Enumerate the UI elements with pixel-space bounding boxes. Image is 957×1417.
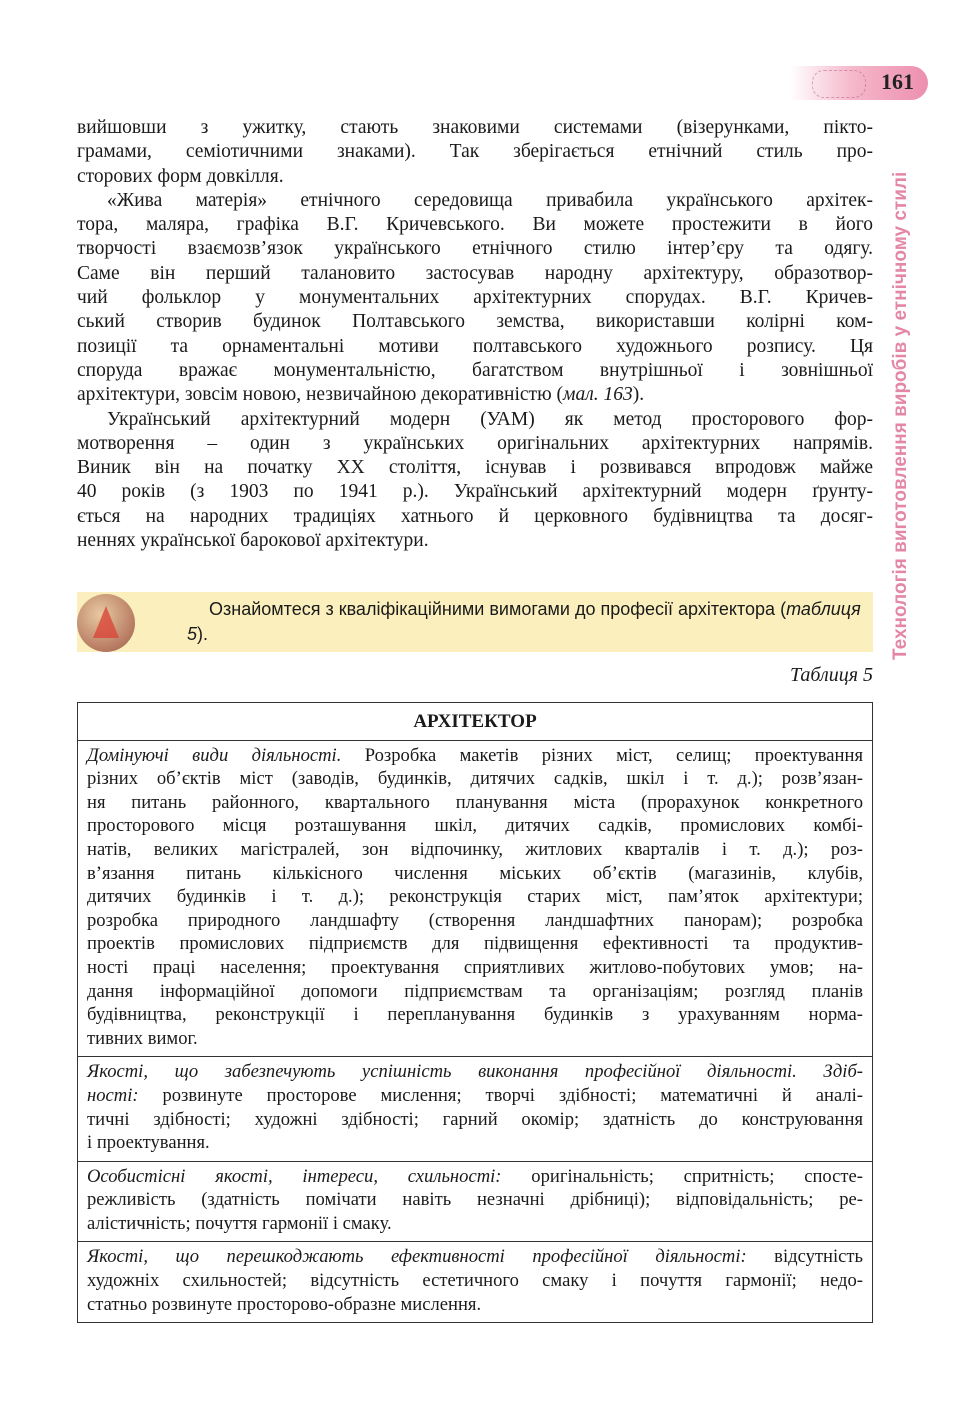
text-line: [77, 165, 873, 189]
text-line: [87, 1084, 863, 1108]
text-segment: ).: [632, 384, 645, 406]
text-segment: ності праці населення; проектування сприятливих житлово-побутових умов; на-: [87, 956, 863, 978]
text-line: [87, 980, 863, 1004]
page-number: 161: [881, 69, 914, 94]
text-segment: будівництва, реконструкції і перепланування будинків з урахуванням норма-: [87, 1004, 863, 1026]
note-text: Ознайомтеся з кваліфікаційними вимогами до професії архітектора (таблиця 5).: [187, 599, 861, 644]
text-line: [87, 885, 863, 909]
profession-table: [77, 702, 873, 1323]
text-line: [87, 791, 863, 815]
text-line: [87, 1269, 863, 1293]
italic-term: Домінуючі види діяльності.: [87, 744, 342, 766]
text-segment: сторових форм довкілля.: [77, 165, 284, 187]
note-box: [77, 592, 873, 652]
architect-tools-icon: [77, 594, 135, 652]
text-segment: розвинуте просторове мислення; творчі здібності; математичні й аналі-: [138, 1084, 863, 1106]
text-segment: неннях української барокової архітектури.: [77, 530, 429, 552]
text-line: [77, 408, 873, 432]
text-segment: вийшовши з ужитку, стають знаковими системами (візерунками, пікто-: [77, 117, 873, 138]
body-text: [77, 116, 873, 553]
text-line: [87, 1060, 863, 1084]
italic-term: Особистісні якості, інтереси, схильності:: [87, 1165, 502, 1187]
text-segment: дання інформаційної допомоги підприємствам та організаціям; розгляд планів: [87, 980, 863, 1002]
text-segment: різних об’єктів міст (заводів, будинків, дитячих садків, шкіл і т. д.); розв’язан-: [87, 768, 863, 790]
text-segment: ється на народних традиціях хатнього й церковного будівництва та досяг-: [77, 505, 873, 527]
text-line: [77, 286, 873, 310]
text-segment: статньо розвинуте просторово-образне мислення.: [87, 1293, 482, 1315]
table-caption: Таблиця 5: [790, 664, 873, 686]
table-row: [78, 740, 872, 1057]
italic-term: ності:: [87, 1084, 139, 1106]
text-line: [87, 1293, 863, 1317]
text-line: [77, 189, 873, 213]
text-line: [87, 767, 863, 791]
text-segment: проектів промислових підприємств для підвищення ефективності та продуктив-: [87, 933, 863, 955]
text-segment: чий фольклор у монументальних архітектурних спорудах. В.Г. Кричев-: [77, 287, 873, 309]
text-segment: тивних вимог.: [87, 1027, 198, 1049]
text-segment: архітектури, зовсім новою, незвичайною декоративністю (: [77, 384, 564, 406]
text-segment: ський створив будинок Полтавського земства, використавши колірні ком-: [77, 311, 873, 333]
table-row: [78, 1056, 872, 1160]
text-segment: дитячих будинків і т. д.); реконструкція старих міст, пам’яток архітектури;: [87, 886, 863, 908]
text-line: [77, 529, 873, 553]
text-line: [77, 310, 873, 334]
table-row: [78, 1241, 872, 1322]
text-line: [77, 116, 873, 140]
text-segment: в’язання питань кількісного числення міських об’єктів (магазинів, клубів,: [87, 862, 863, 884]
text-line: [77, 359, 873, 383]
text-line: [87, 932, 863, 956]
text-segment: «Жива матерія» етнічного середовища привабила українського архітек-: [107, 189, 873, 211]
paragraph: [77, 116, 873, 189]
text-segment: творчості взаємозв’язок українського етнічного стилю інтер’єру та одягу.: [77, 238, 873, 260]
text-line: [77, 383, 873, 407]
text-segment: режливість (здатність помічати навіть незначні дрібниці); відповідальність; ре-: [87, 1189, 863, 1211]
text-line: [77, 335, 873, 359]
text-segment: 40 років (з 1903 по 1941 р.). Український архітектурний модерн ґрунту-: [77, 481, 873, 503]
italic-term: Якості, що забезпечують успішність виконання професійної діяльності. Здіб-: [87, 1061, 863, 1083]
text-segment: оригінальність; спритність; спосте-: [501, 1165, 863, 1187]
text-segment: грамами, семіотичними знаками). Так зберігається етнічний стиль про-: [77, 141, 873, 163]
page-number-tab: [790, 66, 928, 100]
text-line: [87, 1165, 863, 1189]
text-line: [77, 213, 873, 237]
text-segment: тора, маляра, графіка В.Г. Кричевського. Ви можете простежити в його: [77, 214, 873, 236]
text-line: [77, 237, 873, 261]
text-segment: Розробка макетів різних міст, селищ; проектування: [341, 744, 863, 766]
text-segment: мотворення – один з українських оригінальних архітектурних напрямів.: [77, 432, 873, 454]
text-line: [87, 909, 863, 933]
text-line: [77, 480, 873, 504]
table-header: АРХІТЕКТОР: [413, 711, 537, 732]
table-row: [78, 1161, 872, 1242]
text-line: [87, 814, 863, 838]
text-segment: тичні здібності; художні здібності; гарний окомір; здатність до конструювання: [87, 1108, 863, 1130]
text-line: [77, 456, 873, 480]
text-segment: і проектування.: [87, 1132, 210, 1154]
side-chapter-title: Технологія виготовлення виробів у етнічному стилі: [890, 171, 911, 660]
text-line: [87, 1027, 863, 1051]
text-segment: натів, великих магістралей, зон відпочинку, житлових кварталів і т. д.); роз-: [87, 838, 863, 860]
text-line: [87, 1245, 863, 1269]
text-line: [87, 1108, 863, 1132]
text-segment: споруда вражає монументальністю, багатством внутрішньої і зовнішньої: [77, 359, 873, 381]
text-segment: просторового місця розташування шкіл, дитячих садків, промислових комбі-: [87, 815, 863, 837]
paragraph: [77, 408, 873, 554]
text-line: [87, 1188, 863, 1212]
text-line: [77, 505, 873, 529]
text-line: [87, 956, 863, 980]
text-segment: алістичність; почуття гармонії і смаку.: [87, 1212, 392, 1234]
text-segment: Український архітектурний модерн (УАМ) як метод просторового фор-: [107, 408, 873, 430]
text-line: [87, 1131, 863, 1155]
italic-term: Якості, що перешкоджають ефективності професійної діяльності:: [87, 1246, 747, 1268]
text-line: [87, 744, 863, 768]
text-segment: розробка природного ландшафту (створення ландшафтних панорам); розробка: [87, 909, 863, 931]
text-line: [87, 862, 863, 886]
italic-term: мал. 163: [563, 384, 633, 406]
text-line: [87, 1212, 863, 1236]
text-line: [77, 262, 873, 286]
text-line: [77, 140, 873, 164]
text-segment: художніх схильностей; відсутність естетичного смаку і почуття гармонії; недо-: [87, 1270, 863, 1292]
text-segment: ня питань районного, квартального планування міста (прорахунок конкретного: [87, 791, 863, 813]
text-segment: Виник він на початку XX століття, існував і розвивався впродовж майже: [77, 457, 873, 479]
text-line: [87, 838, 863, 862]
table-reference: таблиця 5: [187, 599, 861, 644]
ornament-icon: [812, 70, 866, 98]
text-segment: відсутність: [746, 1246, 863, 1268]
text-segment: позиції та орнаментальні мотиви полтавського художнього розпису. Ця: [77, 335, 873, 357]
text-segment: Саме він перший талановито застосував народну архітектуру, образотвор-: [77, 262, 873, 284]
text-line: [87, 1003, 863, 1027]
paragraph: [77, 189, 873, 408]
text-line: [77, 432, 873, 456]
